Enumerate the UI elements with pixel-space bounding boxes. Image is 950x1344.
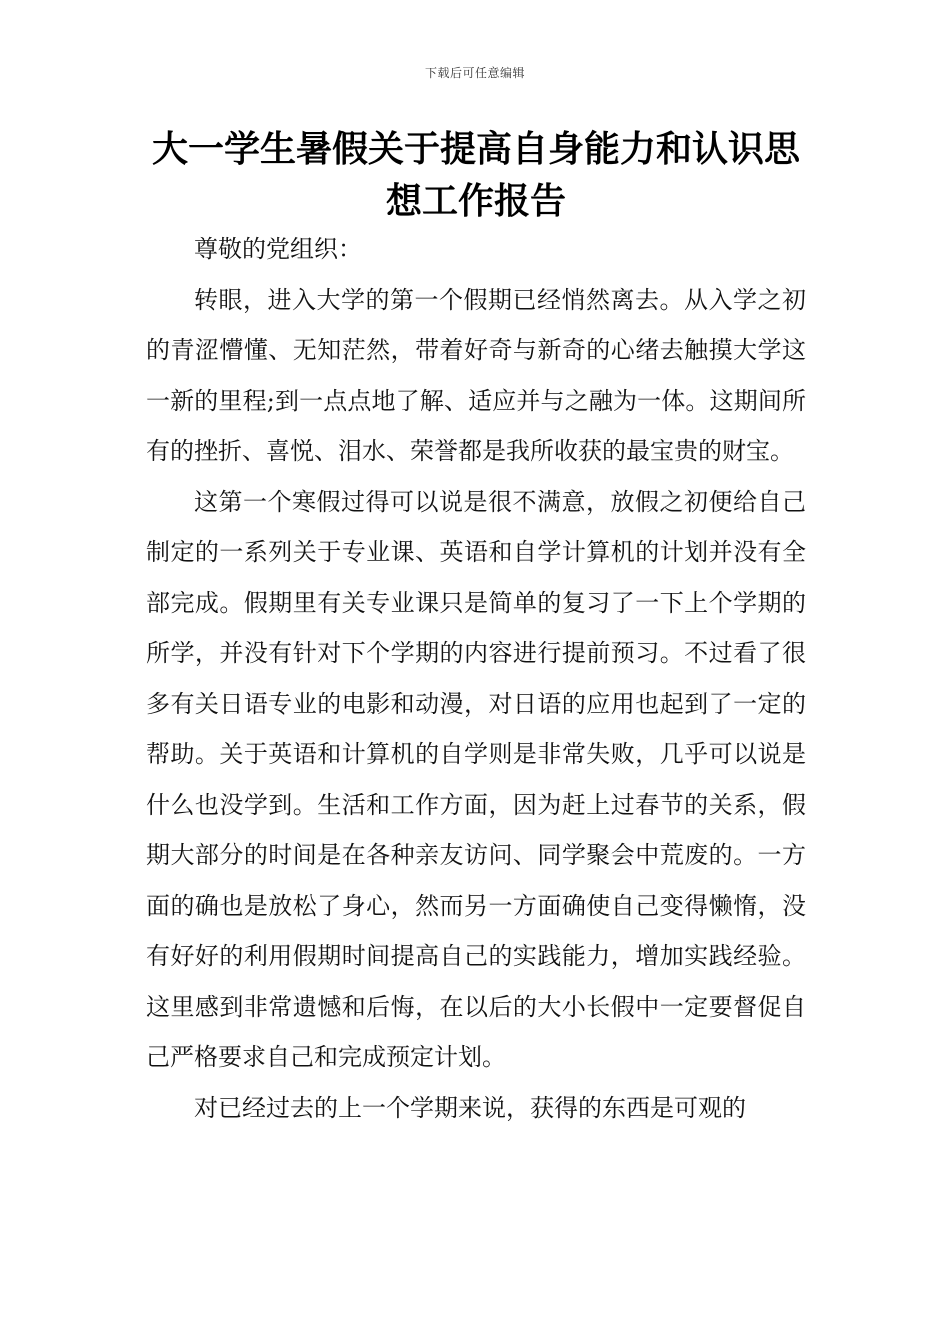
salutation: 尊敬的党组织：: [194, 235, 362, 263]
body-paragraph-1: 转眼，进入大学的第一个假期已经悄然离去。从入学之初的青涩懵懂、无知茫然，带着好奇与新奇的心绪去触摸大学这一新的里程;到一点点地了解、适应并与之融为一体。这期间所有的挫折、喜悦、泪水、荣誉都是我所收获的最宝贵的财宝。: [146, 285, 806, 465]
body-paragraph-3: 对已经过去的上一个学期来说，获得的东西是可观的: [194, 1093, 746, 1122]
header-note: 下载后可任意编辑: [424, 66, 525, 80]
body-paragraph-2: 这第一个寒假过得可以说是很不满意，放假之初便给自己制定的一系列关于专业课、英语和自学计算机的计划并没有全部完成。假期里有关专业课只是简单的复习了一下上个学期的所学，并没有针对下个学期的内容进行提前预习。不过看了很多有关日语专业的电影和动漫，对日语的应用也起到了一定的帮助。关于英语和计算机的自学则是非常失败，几乎可以说是什么也没学到。生活和工作方面，因为赶上过春节的关系，假期大部分的时间是在各种亲友访问、同学聚会中荒废的。一方面的确也是放松了身心，然而另一方面确使自己变得懒惰，没有好好的利用假期时间提高自己的实践能力，增加实践经验。这里感到非常遗憾和后悔，在以后的大小长假中一定要督促自己严格要求自己和完成预定计划。: [146, 487, 806, 1071]
document-body: [146, 224, 806, 1133]
document-title: 大一学生暑假关于提高自身能力和认识思想工作报告: [151, 129, 800, 222]
